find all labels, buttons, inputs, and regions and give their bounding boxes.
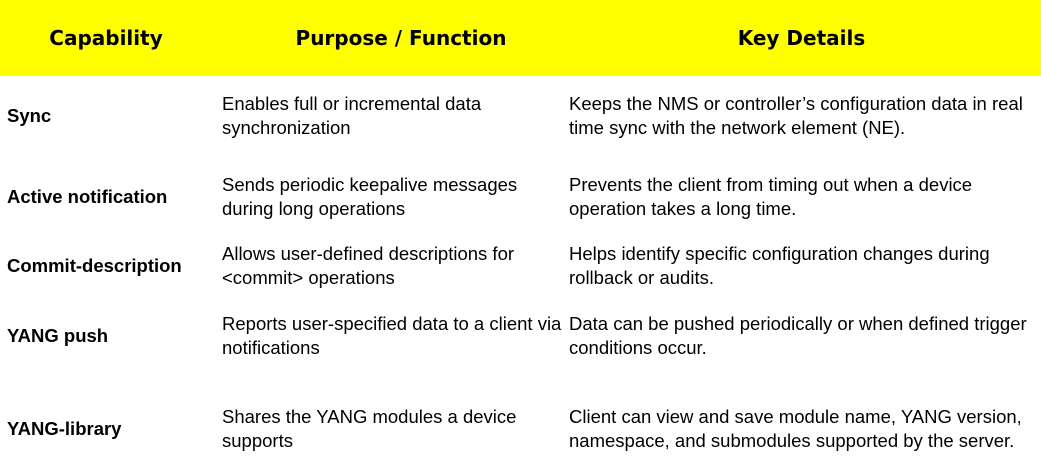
details-cell: Helps identify specific configuration changes during rollback or audits. <box>569 243 990 288</box>
table-row <box>0 80 1041 152</box>
header-key-details: Key Details <box>737 26 866 50</box>
purpose-cell: Allows user-defined descriptions for <commit> operations <box>222 243 515 288</box>
table-row <box>0 231 1041 301</box>
purpose-cell: Enables full or incremental data synchronization <box>222 93 482 138</box>
capability-cell: Commit-description <box>7 255 182 276</box>
capability-cell: Active notification <box>7 186 168 207</box>
header-purpose: Purpose / Function <box>295 26 507 50</box>
purpose-cell: Sends periodic keepalive messages during long operations <box>222 174 518 219</box>
purpose-cell: Shares the YANG modules a device supports <box>222 406 517 451</box>
table-row <box>0 391 1041 467</box>
details-cell: Prevents the client from timing out when a device operation takes a long time. <box>569 174 973 219</box>
capability-cell: YANG-library <box>7 418 122 439</box>
table-header <box>0 0 1041 76</box>
details-cell: Keeps the NMS or controller’s configuration data in real time sync with the network element (NE). <box>569 93 1023 138</box>
table-row <box>0 162 1041 232</box>
details-cell: Client can view and save module name, YANG version, namespace, and submodules supported by the server. <box>569 406 1022 451</box>
table-row <box>0 301 1041 371</box>
details-cell: Data can be pushed periodically or when defined trigger conditions occur. <box>569 313 1027 358</box>
header-capability: Capability <box>49 26 163 50</box>
capability-cell: YANG push <box>7 325 109 346</box>
capability-cell: Sync <box>7 105 52 126</box>
purpose-cell: Reports user-specified data to a client via notifications <box>222 313 562 358</box>
